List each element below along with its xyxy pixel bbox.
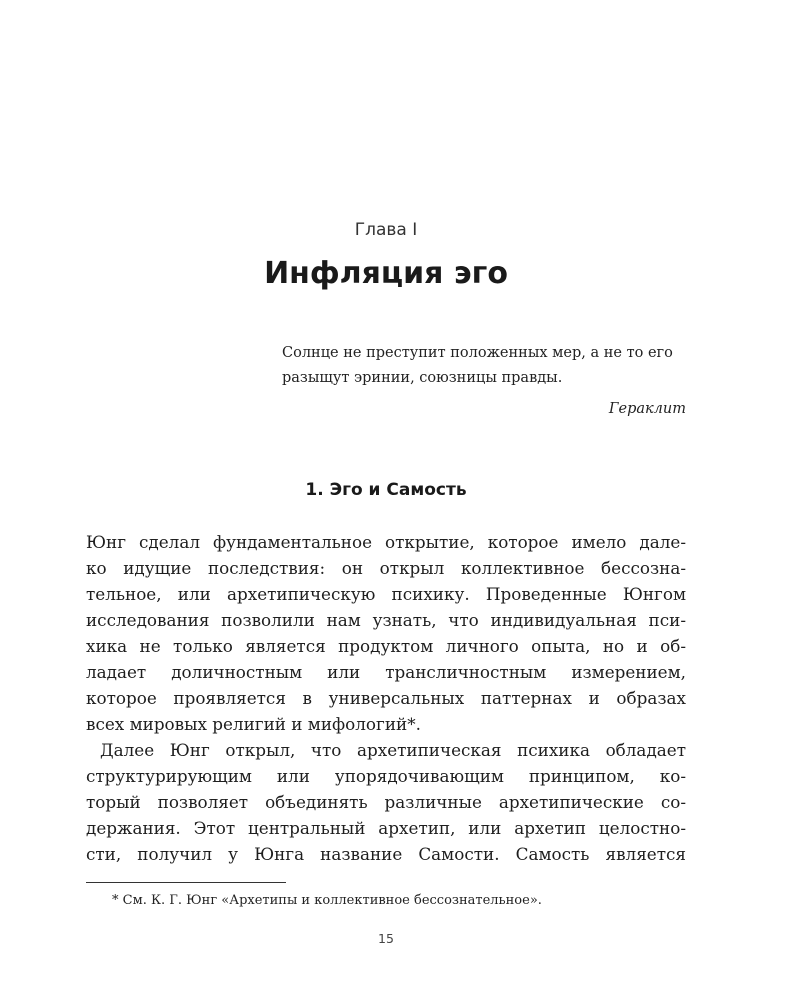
- epigraph-author: Гераклит: [608, 401, 686, 417]
- body-line: хика не только является продуктом личного опыта, но и об-: [86, 636, 686, 656]
- body-line: исследования позволили нам узнать, что индивидуальная пси-: [86, 610, 686, 630]
- chapter-title: Инфляция эго: [264, 256, 508, 291]
- footnote-rule: [86, 882, 286, 883]
- body-line: всех мировых религий и мифологий*.: [86, 714, 421, 734]
- body-line: которое проявляется в универсальных паттернах и образах: [86, 688, 686, 708]
- page-number: 15: [378, 931, 394, 946]
- epigraph-line: разыщут эринии, союзницы правды.: [282, 370, 563, 386]
- body-line: сти, получил у Юнга название Самости. Самость является: [86, 844, 686, 864]
- body-line: ко идущие последствия: он открыл коллективное бессозна-: [86, 558, 686, 578]
- body-line: Юнг сделал фундаментальное открытие, которое имело дале-: [86, 532, 686, 552]
- body-line: держания. Этот центральный архетип, или архетип целостно-: [86, 818, 686, 838]
- body-line: тельное, или архетипическую психику. Проведенные Юнгом: [86, 584, 686, 604]
- body-line: торый позволяет объединять различные архетипические со-: [86, 792, 686, 812]
- epigraph-line: Солнце не преступит положенных мер, а не то его: [282, 345, 673, 361]
- epigraph-text: [282, 341, 686, 391]
- body-line: Далее Юнг открыл, что архетипическая психика обладает: [100, 740, 686, 760]
- section-heading: 1. Эго и Самость: [305, 480, 467, 500]
- body-text: [86, 529, 686, 867]
- chapter-label: Глава I: [354, 220, 418, 240]
- footnote: * См. К. Г. Юнг «Архетипы и коллективное бессознательное».: [112, 893, 542, 908]
- body-line: ладает доличностным или трансличностным измерением,: [86, 662, 686, 682]
- epigraph: [282, 341, 686, 422]
- body-line: структурирующим или упорядочивающим принципом, ко-: [86, 766, 686, 786]
